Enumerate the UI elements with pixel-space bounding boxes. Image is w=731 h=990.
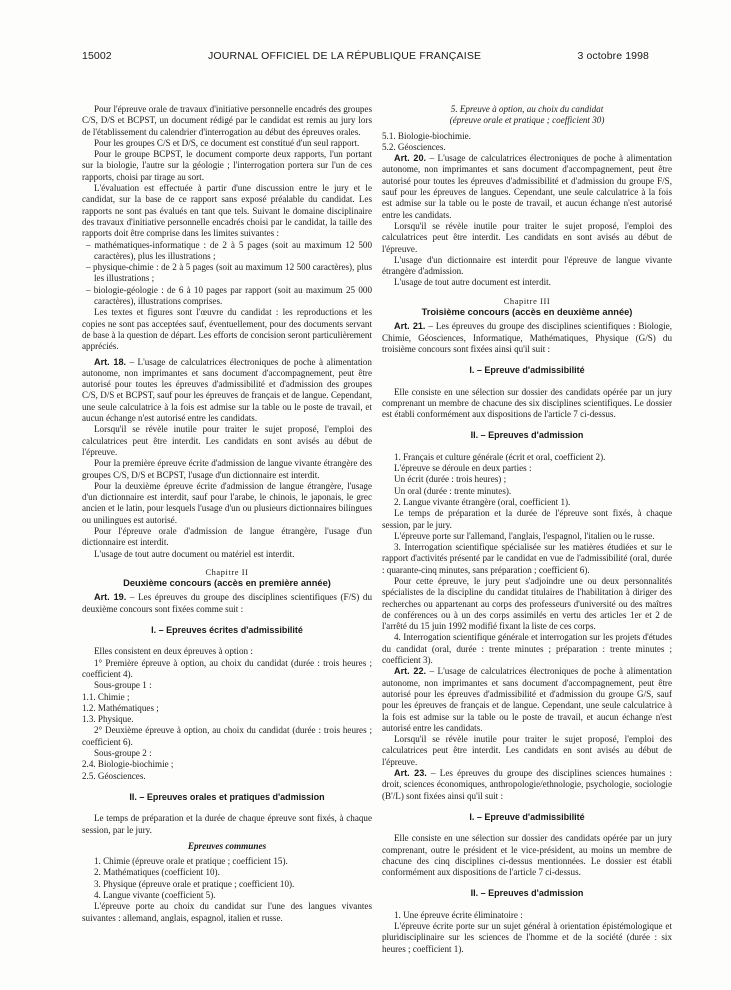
article-label: Art. 22. bbox=[394, 666, 427, 677]
paragraph: L'épreuve se déroule en deux parties : bbox=[394, 463, 532, 474]
paragraph: L'évaluation est effectuée à partir d'une discussion entre le jury et le candidat, sur la base de ce rapport sans exposé préalable du candidat. Les rapports ne sont pas évalués en tant que tels. Suivant le domaine disciplinaire des travaux d'initiative personnelle encadrés choisi par le candidat, la taille des rapports doit être comprise dans les limites suivantes : bbox=[82, 183, 372, 239]
article-text: – Les épreuves du groupe des disciplines scientifiques : Biologie, Chimie, Géosciences, Informatique, Mathématiques, Physique (G/S) du troisième concours sont fixées ainsi qu'il suit : bbox=[382, 321, 672, 354]
article-21 bbox=[382, 321, 672, 355]
paragraph: Pour le groupe BCPST, le document comporte deux rapports, l'un portant sur la biologie, l'autre sur la géologie ; l'interrogation portera sur l'un de ces rapports, choisi par tirage au sort. bbox=[82, 149, 372, 182]
list-item: 5.2. Géosciences. bbox=[382, 141, 446, 152]
page-number: 15002 bbox=[82, 50, 112, 62]
section-heading: II. – Epreuves d'admission bbox=[470, 430, 584, 441]
paragraph: Pour les groupes C/S et D/S, ce document est constitué d'un seul rapport. bbox=[94, 137, 360, 148]
article-label: Art. 20. bbox=[394, 153, 427, 164]
list-item: 5.1. Biologie-biochimie. bbox=[382, 130, 471, 141]
article-19 bbox=[82, 592, 372, 615]
list-item: – physique-chimie : de 2 à 5 pages (soit au maximum 12 500 caractères), plus les illustrations ; bbox=[86, 262, 372, 284]
article-20 bbox=[382, 153, 672, 221]
paragraph: Elle consiste en une sélection sur dossier des candidats opérée par un jury comprenant un membre de chacune des six disciplines scientifiques. Le dossier est établi conformément aux dispositions de l'article 7 ci-dessus. bbox=[382, 386, 672, 420]
list-item: 4. Interrogation scientifique générale et interrogation sur les projets d'études du candidat (oral, durée : trente minutes ; préparation : trente minutes ; coefficient 3). bbox=[382, 632, 672, 666]
section-heading: I. – Epreuve d'admissibilité bbox=[469, 365, 585, 376]
paragraph: Les textes et figures sont l'œuvre du candidat : les reproductions et les copies ne sont pas acceptées sauf, éventuellement, pour des documents servant de base à la question de départ. Les efforts de concision seront particulièrement appréciés. bbox=[82, 307, 372, 352]
chapter-heading: Chapitre III bbox=[503, 296, 551, 306]
subsection-heading: Epreuves communes bbox=[187, 840, 267, 851]
article-label: Art. 19. bbox=[94, 592, 127, 603]
article-label: Art. 18. bbox=[94, 356, 127, 367]
paragraph: Elle consiste en une sélection sur dossier des candidats opérée par un jury comprenant, outre le président et le vice-président, au moins un membre de chacune des cinq disciplines ci-dessus mentionnées. Le dossier est établi conformément aux dispositions de l'article 7 ci-dessus. bbox=[382, 833, 672, 878]
paragraph: Pour cette épreuve, le jury peut s'adjoindre une ou deux personnalités spécialistes de la discipline du candidat titulaires de l'habilitation à diriger des recherches ou appartenant au corps des professeurs d'université ou des maîtres de conférences ou à un des corps assimilés en vertu des articles 1er et 2 de l'arrêté du 15 juin 1992 modifié fixant la liste de ces corps. bbox=[382, 575, 672, 632]
paragraph: Pour la deuxième épreuve écrite d'admission de langue étrangère, l'usage d'un dictionnaire est interdit, sauf pour l'arabe, le chinois, le japonais, le grec ancien et le latin, pour lesquels l'usage d'un ou plusieurs dictionnaires bilingues ou unilingues est autorisé. bbox=[82, 480, 372, 525]
paragraph: Le temps de préparation et la durée de chaque épreuve sont fixés, à chaque session, par le jury. bbox=[82, 813, 372, 835]
list-item: 1.1. Chimie ; bbox=[82, 691, 130, 702]
concours-heading: Troisième concours (accès en deuxième année) bbox=[421, 307, 633, 318]
list-item: 2. Mathématiques (coefficient 10). bbox=[94, 867, 220, 878]
left-column bbox=[82, 104, 372, 924]
option-subheading: (épreuve orale et pratique ; coefficient 30) bbox=[449, 115, 605, 126]
paragraph: Lorsqu'il se révèle inutile pour traiter le sujet proposé, l'emploi des calculatrices peut être interdit. Les candidats en sont avisés au début de l'épreuve. bbox=[382, 734, 672, 767]
list-item: 1.2. Mathématiques ; bbox=[82, 702, 159, 713]
paragraph: Elles consistent en deux épreuves à option : bbox=[94, 646, 253, 657]
paragraph: Un oral (durée : trente minutes). bbox=[394, 485, 512, 496]
article-label: Art. 23. bbox=[394, 768, 427, 779]
article-23 bbox=[382, 768, 672, 802]
paragraph: Pour l'épreuve orale de travaux d'initiative personnelle encadrés des groupes C/S, D/S et BCPST, un document rédigé par le candidat est remis au jury lors de l'établissement du calendrier d'interrogation au début des épreuves orales. bbox=[82, 104, 372, 137]
article-text: – Les épreuves du groupe des disciplines sciences humaines : droit, sciences économiques, anthropologie/ethnologie, psychologie, sociologie (B'/L) sont fixées ainsi qu'il suit : bbox=[382, 768, 672, 801]
paragraph: L'usage de tout autre document est interdit. bbox=[394, 277, 551, 288]
paragraph: L'épreuve écrite porte sur un sujet général à orientation épistémologique et pluridisciplinaire sur les sciences de l'homme et de la société (durée : six heures ; coefficient 1). bbox=[382, 921, 672, 954]
list-item: 1. Chimie (épreuve orale et pratique ; coefficient 15). bbox=[94, 856, 288, 867]
paragraph: Le temps de préparation et la durée de l'épreuve sont fixés, à chaque session, par le jury. bbox=[382, 508, 672, 530]
list-item: 2.5. Géosciences. bbox=[82, 770, 146, 781]
article-text: – L'usage de calculatrices électroniques de poche à alimentation autonome, non imprimantes et sans document d'accompagnement, peut être autorisé pour toutes les épreuves d'admissibilité et d'admission des groupes C/S, D/S et BCPST, sauf pour les épreuves de français et de langue. Cependant, une seule calculatrice à la fois est admise sur la table ou le poste de travail, et aucun échange n'est autorisé entre les candidats. bbox=[82, 356, 373, 424]
chapter-heading: Chapitre II bbox=[205, 567, 249, 577]
paragraph: L'épreuve porte sur l'allemand, l'anglais, l'espagnol, l'italien ou le russe. bbox=[394, 530, 655, 541]
subgroup-label: Sous-groupe 2 : bbox=[94, 748, 152, 759]
journal-title: JOURNAL OFFICIEL DE LA RÉPUBLIQUE FRANÇAISE bbox=[207, 50, 482, 62]
list-item: 3. Physique (épreuve orale et pratique ; coefficient 10). bbox=[94, 878, 295, 889]
list-item: 1.3. Physique. bbox=[82, 714, 134, 725]
paragraph: Lorsqu'il se révèle inutile pour traiter le sujet proposé, l'emploi des calculatrices peut être interdit. Les candidats en sont avisés au début de l'épreuve. bbox=[82, 424, 372, 457]
article-18 bbox=[82, 357, 372, 425]
page-header bbox=[82, 50, 649, 62]
list-item: 3. Interrogation scientifique spécialisée sur les matières étudiées et sur le rapport d'activités présenté par le candidat en vue de l'admissibilité (oral, durée : quarante-cinq minutes, sans préparation ; coefficient 6). bbox=[382, 542, 672, 575]
article-text: – Les épreuves du groupe des disciplines scientifiques (F/S) du deuxième concours sont fixées comme suit : bbox=[82, 592, 372, 614]
article-text: – L'usage de calculatrices électroniques de poche à alimentation autonome, non imprimantes et sans document d'accompagnement, peut être autorisé pour toutes les épreuves d'admissibilité et d'admission du groupe F/S, sauf pour les épreuves de langues. Cependant, une seule calculatrice à la fois est admise sur la table ou le poste de travail, et aucun échange n'est autorisé entre les candidats. bbox=[382, 153, 672, 220]
concours-heading: Deuxième concours (accès en première année) bbox=[123, 578, 331, 589]
section-heading: I. – Epreuves écrites d'admissibilité bbox=[151, 625, 303, 636]
option-heading: 5. Epreuve à option, au choix du candidat bbox=[450, 104, 604, 114]
article-label: Art. 21. bbox=[394, 321, 426, 332]
paragraph: Pour l'épreuve orale d'admission de langue étrangère, l'usage d'un dictionnaire est interdit. bbox=[82, 525, 372, 548]
list-item: – mathématiques-informatique : de 2 à 5 pages (soit au maximum 12 500 caractères), plus les illustrations ; bbox=[86, 239, 372, 261]
section-heading: I. – Epreuve d'admissibilité bbox=[469, 811, 585, 822]
issue-date: 3 octobre 1998 bbox=[577, 50, 649, 62]
right-column bbox=[382, 104, 672, 955]
subgroup-label: Sous-groupe 1 : bbox=[94, 680, 152, 691]
paragraph: L'usage d'un dictionnaire est interdit pour l'épreuve de langue vivante étrangère d'admission. bbox=[382, 254, 672, 277]
paragraph: 2° Deuxième épreuve à option, au choix du candidat (durée : trois heures ; coefficient 6). bbox=[82, 725, 372, 747]
article-text: – L'usage de calculatrices électroniques de poche à alimentation autonome, non imprimantes et sans document d'accompagnement, peut être autorisé pour les épreuves d'admissibilité et d'admission du groupe G/S, sauf pour les épreuves de français et de langue. Cependant, une seule calculatrice à la fois est admise sur la table ou le poste de travail, et aucun échange n'est autorisé entre les candidats. bbox=[382, 666, 672, 733]
list-item: 2.4. Biologie-biochimie ; bbox=[82, 759, 174, 770]
article-22 bbox=[382, 666, 672, 734]
list-item: 4. Langue vivante (coefficient 5). bbox=[94, 890, 216, 900]
paragraph: L'usage de tout autre document ou matériel est interdit. bbox=[94, 548, 295, 559]
list-item: – biologie-géologie : de 6 à 10 pages par rapport (soit au maximum 25 000 caractères), illustrations comprises. bbox=[86, 284, 372, 307]
paragraph: Un écrit (durée : trois heures) ; bbox=[394, 474, 507, 485]
list-item: 1. Une épreuve écrite éliminatoire : bbox=[394, 909, 523, 920]
section-heading: II. – Epreuves orales et pratiques d'admission bbox=[129, 791, 325, 802]
section-heading: II. – Epreuves d'admission bbox=[470, 888, 584, 899]
list-item: 1. Français et culture générale (écrit et oral, coefficient 2). bbox=[394, 451, 606, 462]
paragraph: 1° Première épreuve à option, au choix du candidat (durée : trois heures ; coefficient 4). bbox=[82, 657, 372, 679]
paragraph: L'épreuve porte au choix du candidat sur l'une des langues vivantes suivantes : allemand, anglais, espagnol, italien et russe. bbox=[82, 901, 372, 923]
paragraph: Lorsqu'il se révèle inutile pour traiter le sujet proposé, l'emploi des calculatrices peut être interdit. Les candidats en sont avisés au début de l'épreuve. bbox=[382, 220, 672, 254]
paragraph: Pour la première épreuve écrite d'admission de langue vivante étrangère des groupes C/S, D/S et BCPST, l'usage d'un dictionnaire est interdit. bbox=[82, 458, 372, 480]
list-item: 2. Langue vivante étrangère (oral, coefficient 1). bbox=[394, 496, 571, 507]
